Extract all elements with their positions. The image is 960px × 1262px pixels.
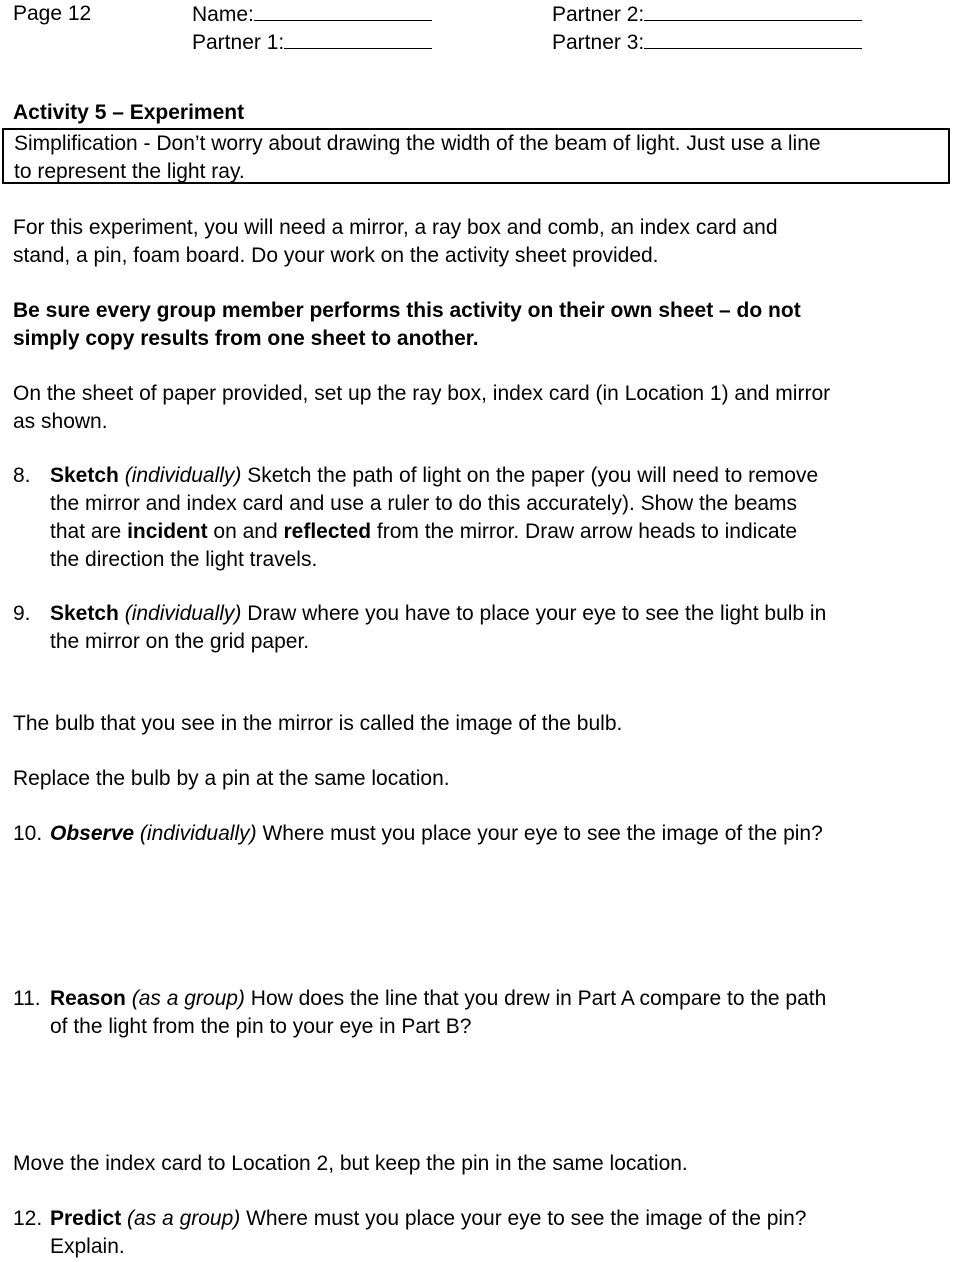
question-8-line-1: Sketch the path of light on the paper (you will need to remove bbox=[241, 464, 819, 487]
intro-line-1: For this experiment, you will need a mirror, a ray box and comb, an index card and bbox=[13, 216, 778, 239]
incident-term: incident bbox=[127, 520, 208, 543]
replace-bulb-statement: Replace the bulb by a pin at the same location. bbox=[13, 767, 450, 790]
question-12-number: 12. bbox=[13, 1207, 43, 1230]
question-12-line-1: Where must you place your eye to see the image of the pin? bbox=[240, 1207, 807, 1230]
question-11-number: 11. bbox=[13, 987, 41, 1010]
question-8-verb: Sketch bbox=[50, 464, 119, 487]
partner2-blank[interactable] bbox=[644, 0, 862, 21]
partner3-label: Partner 3: bbox=[552, 31, 645, 54]
name-field[interactable] bbox=[192, 0, 432, 29]
question-8-line-3-mid: on and bbox=[207, 520, 284, 543]
partner2-field[interactable] bbox=[552, 0, 862, 29]
setup-line-1: On the sheet of paper provided, set up the ray box, index card (in Location 1) and mirror bbox=[13, 382, 831, 405]
question-11-verb: Reason bbox=[50, 987, 126, 1010]
warning-line-2: simply copy results from one sheet to another. bbox=[13, 327, 479, 350]
name-label: Name: bbox=[192, 3, 254, 26]
question-10-line-1: Where must you place your eye to see the image of the pin? bbox=[256, 822, 823, 845]
question-8-line-3-post: from the mirror. Draw arrow heads to indicate bbox=[371, 520, 798, 543]
partner3-field[interactable] bbox=[552, 28, 862, 57]
question-12-mode: (as a group) bbox=[127, 1207, 241, 1230]
simplification-line-1: Simplification - Don’t worry about drawing the width of the beam of light. Just use a line bbox=[14, 132, 821, 155]
activity-title: Activity 5 – Experiment bbox=[13, 101, 245, 124]
question-8-line-2: the mirror and index card and use a ruler to do this accurately). Show the beams bbox=[50, 492, 798, 515]
question-12-line-2: Explain. bbox=[50, 1235, 125, 1258]
partner1-label: Partner 1: bbox=[192, 31, 285, 54]
question-8-number: 8. bbox=[13, 464, 31, 487]
question-10-verb: Observe bbox=[50, 822, 135, 845]
reflected-term: reflected bbox=[283, 520, 372, 543]
question-11-mode: (as a group) bbox=[131, 987, 245, 1010]
move-card-statement: Move the index card to Location 2, but keep the pin in the same location. bbox=[13, 1152, 688, 1175]
question-9-mode: (individually) bbox=[124, 602, 242, 625]
question-10-mode: (individually) bbox=[139, 822, 257, 845]
question-11-line-2: of the light from the pin to your eye in Part B? bbox=[50, 1015, 472, 1038]
question-8-line-4: the direction the light travels. bbox=[50, 548, 318, 571]
question-9-line-1: Draw where you have to place your eye to see the light bulb in bbox=[241, 602, 827, 625]
question-9-number: 9. bbox=[13, 602, 31, 625]
question-10-number: 10. bbox=[13, 822, 43, 845]
intro-line-2: stand, a pin, foam board. Do your work on the activity sheet provided. bbox=[13, 244, 659, 267]
bulb-image-statement: The bulb that you see in the mirror is called the image of the bulb. bbox=[13, 712, 623, 735]
setup-line-2: as shown. bbox=[13, 410, 108, 433]
partner3-blank[interactable] bbox=[644, 28, 862, 49]
question-11-line-1: How does the line that you drew in Part A compare to the path bbox=[244, 987, 827, 1010]
page-number: Page 12 bbox=[13, 2, 92, 25]
partner2-label: Partner 2: bbox=[552, 3, 645, 26]
question-9-verb: Sketch bbox=[50, 602, 119, 625]
question-8-line-3-pre: that are bbox=[50, 520, 128, 543]
partner1-blank[interactable] bbox=[284, 28, 432, 49]
simplification-line-2: to represent the light ray. bbox=[14, 160, 245, 183]
question-9-line-2: the mirror on the grid paper. bbox=[50, 630, 310, 653]
question-12-verb: Predict bbox=[50, 1207, 122, 1230]
partner1-field[interactable] bbox=[192, 28, 432, 57]
warning-line-1: Be sure every group member performs this activity on their own sheet – do not bbox=[13, 299, 801, 322]
simplification-box bbox=[2, 128, 950, 184]
question-8-mode: (individually) bbox=[124, 464, 242, 487]
name-blank[interactable] bbox=[254, 0, 432, 21]
